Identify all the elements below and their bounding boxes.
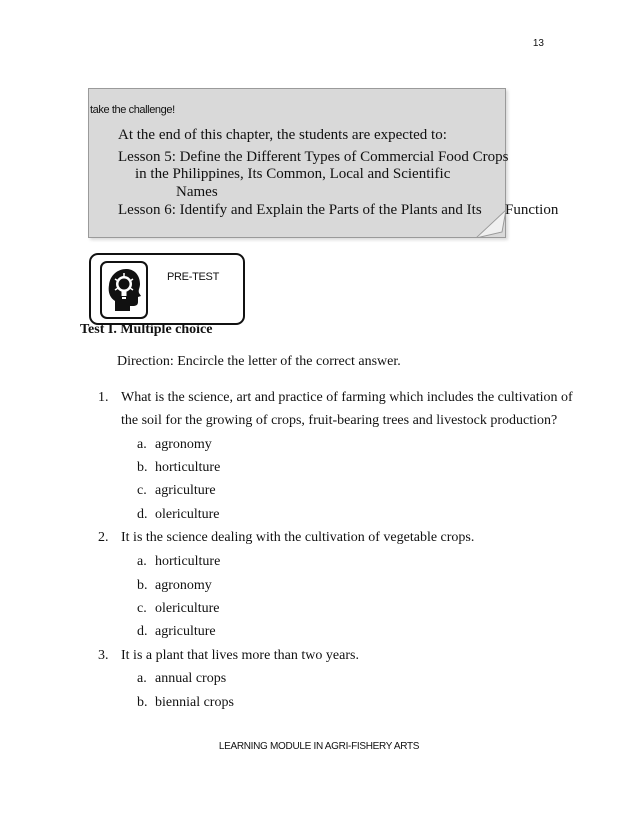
answer-option[interactable] — [137, 624, 216, 640]
option-letter: c. — [137, 601, 147, 616]
answer-option[interactable] — [137, 601, 220, 617]
head-lightbulb-icon — [106, 267, 142, 313]
answer-option[interactable] — [137, 507, 220, 523]
answer-option[interactable] — [137, 437, 212, 453]
option-letter: b. — [137, 460, 148, 475]
challenge-title: take the challenge! — [90, 104, 175, 116]
question-text: the soil for the growing of crops, fruit-bearing trees and livestock production? — [121, 413, 558, 428]
question-number: 1. — [98, 390, 109, 405]
option-text: agronomy — [155, 437, 212, 452]
option-letter: a. — [137, 554, 147, 569]
page-number: 13 — [532, 38, 544, 49]
answer-option[interactable] — [137, 695, 234, 711]
question-text: What is the science, art and practice of farming which includes the cultivation of — [121, 390, 573, 405]
option-text: olericulture — [155, 507, 220, 522]
pretest-icon-frame — [100, 261, 148, 319]
pretest-banner — [89, 253, 245, 325]
objectives-intro: At the end of this chapter, the students are expected to: — [118, 127, 447, 143]
answer-option[interactable] — [137, 671, 226, 687]
answer-option[interactable] — [137, 578, 212, 594]
option-letter: b. — [137, 695, 148, 710]
page-footer: LEARNING MODULE IN AGRI-FISHERY ARTS — [218, 741, 420, 752]
option-text: biennial crops — [155, 695, 234, 710]
option-letter: d. — [137, 507, 148, 522]
option-letter: c. — [137, 483, 147, 498]
option-letter: b. — [137, 578, 148, 593]
option-text: olericulture — [155, 601, 220, 616]
option-letter: a. — [137, 437, 147, 452]
lesson6-line: Lesson 6: Identify and Explain the Parts of the Plants and Its — [118, 202, 482, 218]
option-letter: d. — [137, 624, 148, 639]
option-text: annual crops — [155, 671, 227, 686]
lesson5-line2: in the Philippines, Its Common, Local and Scientific — [135, 166, 451, 182]
lesson5-line3: Names — [176, 184, 218, 200]
question-text: It is the science dealing with the cultivation of vegetable crops. — [121, 530, 475, 545]
pretest-label: PRE-TEST — [167, 271, 219, 283]
test-title: Test I. Multiple choice — [80, 322, 213, 337]
option-text: horticulture — [155, 554, 221, 569]
option-text: agronomy — [155, 578, 212, 593]
direction-text: Direction: Encircle the letter of the correct answer. — [117, 354, 401, 369]
option-text: agriculture — [155, 483, 216, 498]
question-number: 3. — [98, 648, 109, 663]
question-number: 2. — [98, 530, 109, 545]
answer-option[interactable] — [137, 554, 220, 570]
answer-option[interactable] — [137, 460, 220, 476]
lesson5-line1: Lesson 5: Define the Different Types of Commercial Food Crops — [118, 149, 509, 165]
answer-option[interactable] — [137, 483, 216, 499]
lesson6-tail: Function — [505, 202, 559, 218]
option-letter: a. — [137, 671, 147, 686]
option-text: horticulture — [155, 460, 221, 475]
question-text: It is a plant that lives more than two years. — [121, 648, 359, 663]
option-text: agriculture — [155, 624, 216, 639]
